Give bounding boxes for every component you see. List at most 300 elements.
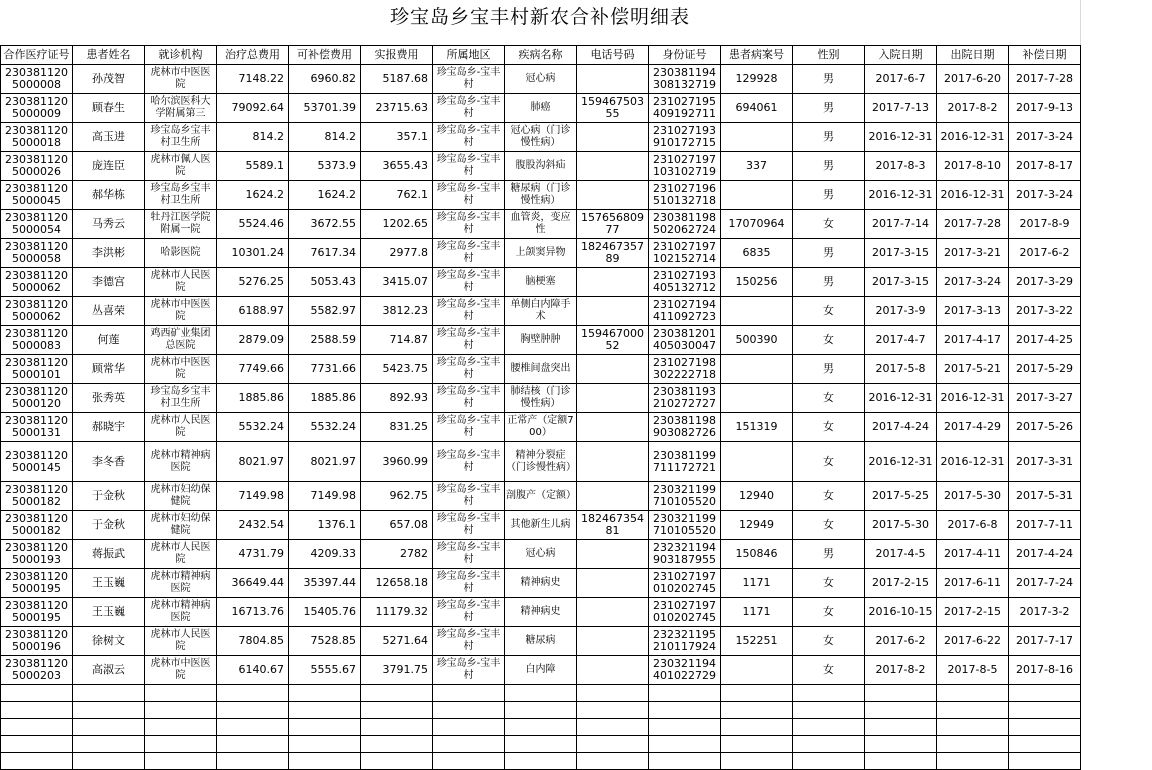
cell-admission-date[interactable]: 2017-6-7 — [865, 65, 937, 94]
empty-cell[interactable] — [1009, 719, 1081, 736]
cell-compensable-cost[interactable]: 8021.97 — [289, 442, 361, 482]
cell-region[interactable]: 珍宝岛乡-宝丰村 — [433, 540, 505, 569]
empty-cell[interactable] — [1, 753, 73, 770]
cell-compensable-cost[interactable]: 2588.59 — [289, 326, 361, 355]
cell-compensation-date[interactable]: 2017-9-13 — [1009, 94, 1081, 123]
cell-compensation-date[interactable]: 2017-3-27 — [1009, 384, 1081, 413]
cell-total-cost[interactable]: 2432.54 — [217, 511, 289, 540]
cell-case-number[interactable]: 12940 — [721, 482, 793, 511]
cell-card-number[interactable]: 2303811205000008 — [1, 65, 73, 94]
cell-patient-name[interactable]: 马秀云 — [73, 210, 145, 239]
cell-case-number[interactable]: 152251 — [721, 627, 793, 656]
empty-cell[interactable] — [289, 685, 361, 702]
cell-total-cost[interactable]: 2879.09 — [217, 326, 289, 355]
cell-total-cost[interactable]: 5276.25 — [217, 268, 289, 297]
cell-admission-date[interactable]: 2017-7-13 — [865, 94, 937, 123]
cell-patient-name[interactable]: 张秀英 — [73, 384, 145, 413]
cell-compensable-cost[interactable]: 7731.66 — [289, 355, 361, 384]
empty-cell[interactable] — [649, 685, 721, 702]
cell-case-number[interactable]: 6835 — [721, 239, 793, 268]
empty-cell[interactable] — [721, 719, 793, 736]
cell-total-cost[interactable]: 6140.67 — [217, 656, 289, 685]
cell-disease[interactable]: 其他新生儿病 — [505, 511, 577, 540]
empty-cell[interactable] — [145, 753, 217, 770]
cell-compensable-cost[interactable]: 4209.33 — [289, 540, 361, 569]
cell-phone[interactable]: 15946700052 — [577, 326, 649, 355]
cell-patient-name[interactable]: 王玉巍 — [73, 598, 145, 627]
empty-cell[interactable] — [217, 685, 289, 702]
empty-cell[interactable] — [73, 753, 145, 770]
cell-reimbursed[interactable]: 2977.8 — [361, 239, 433, 268]
cell-compensable-cost[interactable]: 5582.97 — [289, 297, 361, 326]
empty-cell[interactable] — [721, 736, 793, 753]
empty-cell[interactable] — [361, 753, 433, 770]
cell-compensation-date[interactable]: 2017-7-24 — [1009, 569, 1081, 598]
cell-patient-name[interactable]: 庞连臣 — [73, 152, 145, 181]
cell-patient-name[interactable]: 郝晓宇 — [73, 413, 145, 442]
cell-disease[interactable]: 精神病史 — [505, 569, 577, 598]
cell-case-number[interactable]: 151319 — [721, 413, 793, 442]
cell-id-number[interactable]: 231027197102152714 — [649, 239, 721, 268]
cell-compensation-date[interactable]: 2017-7-28 — [1009, 65, 1081, 94]
cell-institution[interactable]: 虎林市妇幼保健院 — [145, 482, 217, 511]
cell-reimbursed[interactable]: 23715.63 — [361, 94, 433, 123]
empty-cell[interactable] — [361, 719, 433, 736]
cell-gender[interactable]: 女 — [793, 413, 865, 442]
column-header[interactable]: 所属地区 — [433, 46, 505, 65]
empty-cell[interactable] — [577, 753, 649, 770]
empty-cell[interactable] — [289, 719, 361, 736]
cell-compensable-cost[interactable]: 5053.43 — [289, 268, 361, 297]
cell-reimbursed[interactable]: 3960.99 — [361, 442, 433, 482]
cell-compensation-date[interactable]: 2017-3-24 — [1009, 123, 1081, 152]
cell-phone[interactable] — [577, 627, 649, 656]
cell-institution[interactable]: 珍宝岛乡宝丰村卫生所 — [145, 384, 217, 413]
column-header[interactable]: 疾病名称 — [505, 46, 577, 65]
cell-id-number[interactable]: 232321194903187955 — [649, 540, 721, 569]
cell-total-cost[interactable]: 7804.85 — [217, 627, 289, 656]
cell-region[interactable]: 珍宝岛乡-宝丰村 — [433, 598, 505, 627]
cell-card-number[interactable]: 2303811205000195 — [1, 569, 73, 598]
empty-cell[interactable] — [649, 719, 721, 736]
cell-admission-date[interactable]: 2017-3-15 — [865, 239, 937, 268]
empty-cell[interactable] — [361, 685, 433, 702]
cell-institution[interactable]: 虎林市中医医院 — [145, 297, 217, 326]
cell-case-number[interactable] — [721, 442, 793, 482]
cell-card-number[interactable]: 2303811205000182 — [1, 511, 73, 540]
empty-cell[interactable] — [1009, 702, 1081, 719]
cell-discharge-date[interactable]: 2017-4-29 — [937, 413, 1009, 442]
cell-gender[interactable]: 女 — [793, 482, 865, 511]
cell-compensable-cost[interactable]: 7617.34 — [289, 239, 361, 268]
empty-cell[interactable] — [1009, 736, 1081, 753]
cell-reimbursed[interactable]: 5271.64 — [361, 627, 433, 656]
cell-case-number[interactable]: 1171 — [721, 598, 793, 627]
cell-region[interactable]: 珍宝岛乡-宝丰村 — [433, 268, 505, 297]
cell-gender[interactable]: 男 — [793, 268, 865, 297]
cell-card-number[interactable]: 2303811205000145 — [1, 442, 73, 482]
cell-card-number[interactable]: 2303811205000009 — [1, 94, 73, 123]
cell-total-cost[interactable]: 7749.66 — [217, 355, 289, 384]
cell-case-number[interactable] — [721, 656, 793, 685]
empty-cell[interactable] — [505, 719, 577, 736]
cell-patient-name[interactable]: 顾常华 — [73, 355, 145, 384]
cell-compensation-date[interactable]: 2017-4-25 — [1009, 326, 1081, 355]
cell-compensable-cost[interactable]: 3672.55 — [289, 210, 361, 239]
cell-compensation-date[interactable]: 2017-4-24 — [1009, 540, 1081, 569]
cell-id-number[interactable]: 230381199711172721 — [649, 442, 721, 482]
cell-total-cost[interactable]: 7149.98 — [217, 482, 289, 511]
cell-id-number[interactable]: 230381193210272727 — [649, 384, 721, 413]
empty-cell[interactable] — [937, 702, 1009, 719]
cell-discharge-date[interactable]: 2017-3-21 — [937, 239, 1009, 268]
cell-discharge-date[interactable]: 2017-8-2 — [937, 94, 1009, 123]
cell-total-cost[interactable]: 1624.2 — [217, 181, 289, 210]
empty-cell[interactable] — [649, 702, 721, 719]
cell-phone[interactable]: 18246735789 — [577, 239, 649, 268]
column-header[interactable]: 就诊机构 — [145, 46, 217, 65]
cell-institution[interactable]: 哈尔滨医科大学附属第三 — [145, 94, 217, 123]
cell-disease[interactable]: 腹股沟斜疝 — [505, 152, 577, 181]
empty-cell[interactable] — [577, 736, 649, 753]
cell-reimbursed[interactable]: 3812.23 — [361, 297, 433, 326]
cell-total-cost[interactable]: 36649.44 — [217, 569, 289, 598]
cell-region[interactable]: 珍宝岛乡-宝丰村 — [433, 627, 505, 656]
empty-cell[interactable] — [145, 685, 217, 702]
cell-case-number[interactable]: 1171 — [721, 569, 793, 598]
cell-total-cost[interactable]: 5524.46 — [217, 210, 289, 239]
cell-disease[interactable]: 精神分裂症（门诊慢性病） — [505, 442, 577, 482]
cell-total-cost[interactable]: 10301.24 — [217, 239, 289, 268]
cell-gender[interactable]: 男 — [793, 152, 865, 181]
empty-cell[interactable] — [937, 753, 1009, 770]
empty-cell[interactable] — [289, 736, 361, 753]
column-header[interactable]: 治疗总费用 — [217, 46, 289, 65]
cell-region[interactable]: 珍宝岛乡-宝丰村 — [433, 384, 505, 413]
cell-gender[interactable]: 女 — [793, 442, 865, 482]
cell-gender[interactable]: 女 — [793, 210, 865, 239]
cell-id-number[interactable]: 231027193405132712 — [649, 268, 721, 297]
empty-cell[interactable] — [721, 753, 793, 770]
cell-reimbursed[interactable]: 12658.18 — [361, 569, 433, 598]
cell-patient-name[interactable]: 王玉巍 — [73, 569, 145, 598]
cell-discharge-date[interactable]: 2017-6-11 — [937, 569, 1009, 598]
column-header[interactable]: 可补偿费用 — [289, 46, 361, 65]
cell-patient-name[interactable]: 高玉进 — [73, 123, 145, 152]
empty-cell[interactable] — [217, 719, 289, 736]
column-header[interactable]: 补偿日期 — [1009, 46, 1081, 65]
empty-cell[interactable] — [73, 702, 145, 719]
cell-phone[interactable] — [577, 268, 649, 297]
cell-card-number[interactable]: 2303811205000196 — [1, 627, 73, 656]
cell-total-cost[interactable]: 16713.76 — [217, 598, 289, 627]
cell-region[interactable]: 珍宝岛乡-宝丰村 — [433, 656, 505, 685]
cell-compensable-cost[interactable]: 5373.9 — [289, 152, 361, 181]
cell-card-number[interactable]: 2303811205000054 — [1, 210, 73, 239]
cell-reimbursed[interactable]: 657.08 — [361, 511, 433, 540]
cell-compensation-date[interactable]: 2017-5-31 — [1009, 482, 1081, 511]
cell-total-cost[interactable]: 5589.1 — [217, 152, 289, 181]
cell-discharge-date[interactable]: 2017-6-8 — [937, 511, 1009, 540]
cell-patient-name[interactable]: 丛喜荣 — [73, 297, 145, 326]
empty-cell[interactable] — [505, 753, 577, 770]
cell-compensation-date[interactable]: 2017-6-2 — [1009, 239, 1081, 268]
cell-phone[interactable] — [577, 355, 649, 384]
cell-card-number[interactable]: 2303811205000083 — [1, 326, 73, 355]
empty-cell[interactable] — [1, 702, 73, 719]
cell-phone[interactable] — [577, 540, 649, 569]
cell-discharge-date[interactable]: 2017-3-13 — [937, 297, 1009, 326]
cell-admission-date[interactable]: 2016-10-15 — [865, 598, 937, 627]
empty-cell[interactable] — [721, 685, 793, 702]
empty-cell[interactable] — [145, 736, 217, 753]
cell-case-number[interactable] — [721, 297, 793, 326]
cell-case-number[interactable]: 150256 — [721, 268, 793, 297]
cell-card-number[interactable]: 2303811205000058 — [1, 239, 73, 268]
cell-gender[interactable]: 女 — [793, 569, 865, 598]
cell-disease[interactable]: 白内障 — [505, 656, 577, 685]
cell-institution[interactable]: 珍宝岛乡宝丰村卫生所 — [145, 181, 217, 210]
cell-institution[interactable]: 哈影医院 — [145, 239, 217, 268]
cell-case-number[interactable] — [721, 384, 793, 413]
cell-gender[interactable]: 男 — [793, 123, 865, 152]
empty-cell[interactable] — [649, 753, 721, 770]
cell-id-number[interactable]: 232321195210117924 — [649, 627, 721, 656]
cell-discharge-date[interactable]: 2017-2-15 — [937, 598, 1009, 627]
empty-cell[interactable] — [289, 753, 361, 770]
cell-patient-name[interactable]: 郝华栋 — [73, 181, 145, 210]
cell-compensation-date[interactable]: 2017-3-22 — [1009, 297, 1081, 326]
cell-disease[interactable]: 冠心病 — [505, 65, 577, 94]
cell-id-number[interactable]: 230381194308132719 — [649, 65, 721, 94]
cell-institution[interactable]: 虎林市中医医院 — [145, 355, 217, 384]
empty-cell[interactable] — [145, 719, 217, 736]
cell-phone[interactable] — [577, 65, 649, 94]
cell-gender[interactable]: 男 — [793, 355, 865, 384]
cell-patient-name[interactable]: 高淑云 — [73, 656, 145, 685]
cell-total-cost[interactable]: 8021.97 — [217, 442, 289, 482]
cell-card-number[interactable]: 2303811205000026 — [1, 152, 73, 181]
empty-cell[interactable] — [793, 719, 865, 736]
cell-institution[interactable]: 牡丹江医学院附属一院 — [145, 210, 217, 239]
cell-region[interactable]: 珍宝岛乡-宝丰村 — [433, 123, 505, 152]
cell-institution[interactable]: 虎林市中医医院 — [145, 65, 217, 94]
cell-disease[interactable]: 冠心病（门诊慢性病） — [505, 123, 577, 152]
empty-cell[interactable] — [73, 685, 145, 702]
cell-card-number[interactable]: 2303811205000120 — [1, 384, 73, 413]
empty-cell[interactable] — [865, 685, 937, 702]
cell-region[interactable]: 珍宝岛乡-宝丰村 — [433, 569, 505, 598]
cell-gender[interactable]: 男 — [793, 94, 865, 123]
cell-compensable-cost[interactable]: 7528.85 — [289, 627, 361, 656]
cell-discharge-date[interactable]: 2017-8-10 — [937, 152, 1009, 181]
cell-disease[interactable]: 上颌窦异物 — [505, 239, 577, 268]
cell-patient-name[interactable]: 孙茂智 — [73, 65, 145, 94]
empty-cell[interactable] — [217, 753, 289, 770]
cell-institution[interactable]: 虎林市中医医院 — [145, 656, 217, 685]
empty-cell[interactable] — [505, 702, 577, 719]
cell-compensation-date[interactable]: 2017-3-24 — [1009, 181, 1081, 210]
cell-phone[interactable] — [577, 656, 649, 685]
cell-card-number[interactable]: 2303811205000131 — [1, 413, 73, 442]
cell-compensable-cost[interactable]: 15405.76 — [289, 598, 361, 627]
empty-cell[interactable] — [361, 702, 433, 719]
cell-discharge-date[interactable]: 2016-12-31 — [937, 442, 1009, 482]
cell-compensation-date[interactable]: 2017-5-26 — [1009, 413, 1081, 442]
cell-card-number[interactable]: 2303811205000018 — [1, 123, 73, 152]
cell-discharge-date[interactable]: 2017-4-17 — [937, 326, 1009, 355]
cell-region[interactable]: 珍宝岛乡-宝丰村 — [433, 326, 505, 355]
cell-reimbursed[interactable]: 3415.07 — [361, 268, 433, 297]
cell-id-number[interactable]: 231027197103102719 — [649, 152, 721, 181]
cell-institution[interactable]: 虎林市精神病医院 — [145, 598, 217, 627]
empty-cell[interactable] — [577, 702, 649, 719]
cell-patient-name[interactable]: 于金秋 — [73, 482, 145, 511]
cell-card-number[interactable]: 2303811205000203 — [1, 656, 73, 685]
empty-cell[interactable] — [937, 685, 1009, 702]
empty-cell[interactable] — [433, 736, 505, 753]
cell-institution[interactable]: 虎林市精神病医院 — [145, 442, 217, 482]
cell-case-number[interactable]: 337 — [721, 152, 793, 181]
cell-patient-name[interactable]: 李德宫 — [73, 268, 145, 297]
cell-admission-date[interactable]: 2017-5-8 — [865, 355, 937, 384]
cell-admission-date[interactable]: 2016-12-31 — [865, 181, 937, 210]
cell-phone[interactable] — [577, 384, 649, 413]
cell-discharge-date[interactable]: 2017-6-22 — [937, 627, 1009, 656]
cell-case-number[interactable]: 129928 — [721, 65, 793, 94]
cell-disease[interactable]: 胸壁肿肿 — [505, 326, 577, 355]
cell-disease[interactable]: 脑梗塞 — [505, 268, 577, 297]
empty-cell[interactable] — [433, 685, 505, 702]
column-header[interactable]: 患者姓名 — [73, 46, 145, 65]
empty-cell[interactable] — [793, 702, 865, 719]
empty-cell[interactable] — [505, 685, 577, 702]
empty-cell[interactable] — [361, 736, 433, 753]
cell-phone[interactable] — [577, 181, 649, 210]
cell-discharge-date[interactable]: 2017-8-5 — [937, 656, 1009, 685]
cell-compensable-cost[interactable]: 6960.82 — [289, 65, 361, 94]
cell-compensable-cost[interactable]: 814.2 — [289, 123, 361, 152]
cell-institution[interactable]: 虎林市精神病医院 — [145, 569, 217, 598]
cell-disease[interactable]: 冠心病 — [505, 540, 577, 569]
cell-card-number[interactable]: 2303811205000193 — [1, 540, 73, 569]
cell-case-number[interactable] — [721, 355, 793, 384]
empty-cell[interactable] — [1009, 685, 1081, 702]
cell-gender[interactable]: 女 — [793, 656, 865, 685]
empty-cell[interactable] — [721, 702, 793, 719]
cell-reimbursed[interactable]: 11179.32 — [361, 598, 433, 627]
cell-institution[interactable]: 虎林市妇幼保健院 — [145, 511, 217, 540]
cell-institution[interactable]: 虎林市人民医院 — [145, 413, 217, 442]
cell-admission-date[interactable]: 2017-3-15 — [865, 268, 937, 297]
cell-reimbursed[interactable]: 892.93 — [361, 384, 433, 413]
cell-id-number[interactable]: 231027195409192711 — [649, 94, 721, 123]
cell-discharge-date[interactable]: 2017-4-11 — [937, 540, 1009, 569]
empty-cell[interactable] — [433, 719, 505, 736]
cell-region[interactable]: 珍宝岛乡-宝丰村 — [433, 355, 505, 384]
cell-disease[interactable]: 糖尿病 — [505, 627, 577, 656]
column-header[interactable]: 入院日期 — [865, 46, 937, 65]
cell-admission-date[interactable]: 2017-7-14 — [865, 210, 937, 239]
cell-region[interactable]: 珍宝岛乡-宝丰村 — [433, 413, 505, 442]
cell-phone[interactable] — [577, 413, 649, 442]
empty-cell[interactable] — [649, 736, 721, 753]
cell-id-number[interactable]: 231027196510132718 — [649, 181, 721, 210]
cell-admission-date[interactable]: 2017-5-25 — [865, 482, 937, 511]
cell-phone[interactable] — [577, 569, 649, 598]
empty-cell[interactable] — [1, 685, 73, 702]
cell-disease[interactable]: 糖尿病（门诊慢性病） — [505, 181, 577, 210]
cell-gender[interactable]: 男 — [793, 181, 865, 210]
cell-id-number[interactable]: 231027197010202745 — [649, 569, 721, 598]
cell-disease[interactable]: 精神病史 — [505, 598, 577, 627]
cell-patient-name[interactable]: 徐树文 — [73, 627, 145, 656]
empty-cell[interactable] — [793, 736, 865, 753]
cell-discharge-date[interactable]: 2017-5-21 — [937, 355, 1009, 384]
cell-card-number[interactable]: 2303811205000195 — [1, 598, 73, 627]
cell-admission-date[interactable]: 2017-4-7 — [865, 326, 937, 355]
cell-gender[interactable]: 女 — [793, 297, 865, 326]
cell-compensation-date[interactable]: 2017-8-16 — [1009, 656, 1081, 685]
cell-disease[interactable]: 正常产（定额700） — [505, 413, 577, 442]
cell-admission-date[interactable]: 2016-12-31 — [865, 123, 937, 152]
cell-region[interactable]: 珍宝岛乡-宝丰村 — [433, 511, 505, 540]
column-header[interactable]: 合作医疗证号 — [1, 46, 73, 65]
cell-disease[interactable]: 肺结核（门诊慢性病） — [505, 384, 577, 413]
cell-compensable-cost[interactable]: 1885.86 — [289, 384, 361, 413]
empty-cell[interactable] — [505, 736, 577, 753]
column-header[interactable]: 性别 — [793, 46, 865, 65]
cell-total-cost[interactable]: 4731.79 — [217, 540, 289, 569]
cell-institution[interactable]: 虎林市人民医院 — [145, 540, 217, 569]
cell-discharge-date[interactable]: 2017-6-20 — [937, 65, 1009, 94]
cell-id-number[interactable]: 230381198903082726 — [649, 413, 721, 442]
cell-discharge-date[interactable]: 2017-5-30 — [937, 482, 1009, 511]
cell-total-cost[interactable]: 5532.24 — [217, 413, 289, 442]
cell-region[interactable]: 珍宝岛乡-宝丰村 — [433, 181, 505, 210]
empty-cell[interactable] — [865, 736, 937, 753]
empty-cell[interactable] — [937, 719, 1009, 736]
cell-compensation-date[interactable]: 2017-5-29 — [1009, 355, 1081, 384]
cell-case-number[interactable] — [721, 181, 793, 210]
cell-case-number[interactable]: 694061 — [721, 94, 793, 123]
cell-phone[interactable]: 15765680977 — [577, 210, 649, 239]
cell-patient-name[interactable]: 何莲 — [73, 326, 145, 355]
cell-admission-date[interactable]: 2017-8-2 — [865, 656, 937, 685]
cell-id-number[interactable]: 230321199710105520 — [649, 511, 721, 540]
cell-compensable-cost[interactable]: 5555.67 — [289, 656, 361, 685]
cell-disease[interactable]: 肺癌 — [505, 94, 577, 123]
cell-gender[interactable]: 男 — [793, 65, 865, 94]
cell-region[interactable]: 珍宝岛乡-宝丰村 — [433, 65, 505, 94]
cell-phone[interactable] — [577, 598, 649, 627]
cell-id-number[interactable]: 231027198302222718 — [649, 355, 721, 384]
cell-compensable-cost[interactable]: 53701.39 — [289, 94, 361, 123]
cell-total-cost[interactable]: 7148.22 — [217, 65, 289, 94]
empty-cell[interactable] — [865, 753, 937, 770]
cell-compensable-cost[interactable]: 35397.44 — [289, 569, 361, 598]
cell-case-number[interactable] — [721, 123, 793, 152]
cell-case-number[interactable]: 500390 — [721, 326, 793, 355]
empty-cell[interactable] — [793, 753, 865, 770]
cell-compensable-cost[interactable]: 5532.24 — [289, 413, 361, 442]
cell-admission-date[interactable]: 2016-12-31 — [865, 384, 937, 413]
cell-case-number[interactable]: 150846 — [721, 540, 793, 569]
cell-region[interactable]: 珍宝岛乡-宝丰村 — [433, 482, 505, 511]
cell-region[interactable]: 珍宝岛乡-宝丰村 — [433, 152, 505, 181]
cell-compensation-date[interactable]: 2017-7-11 — [1009, 511, 1081, 540]
empty-cell[interactable] — [1, 719, 73, 736]
